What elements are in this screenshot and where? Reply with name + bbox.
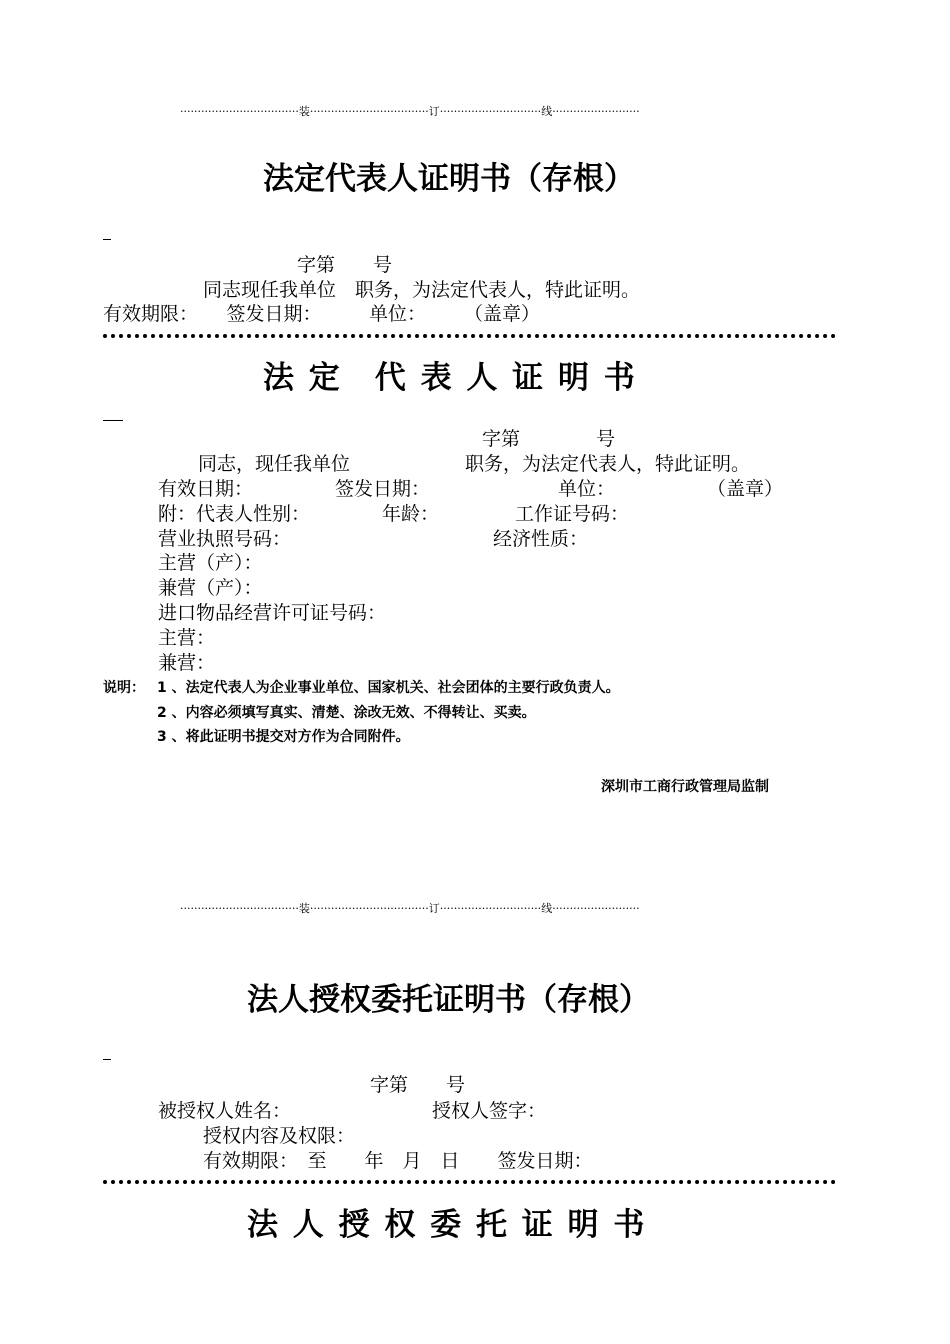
work-id-label: 工作证号码： [515,503,630,525]
stub-title-legal-rep: 法定代表人证明书（存根） [263,161,635,197]
binding-ding-2: 订 [428,902,440,915]
stub-sentence: 同志现任我单位 职务，为法定代表人，特此证明。 [203,279,641,301]
binding-zhuang-2: 装 [298,902,310,915]
auth-content-label: 授权内容及权限： [203,1125,356,1147]
binding-line-bottom: ··································装··································订·····························线························· [180,902,640,915]
supervisor-credit: 深圳市工商行政管理局监制 [601,779,769,795]
age-label: 年龄： [382,503,440,525]
sentence-left: 同志，现任我单位 [198,453,351,475]
side-label: 兼营： [158,652,216,674]
econ-nature-label: 经济性质： [493,528,589,550]
binding-xian-2: 线 [541,902,553,915]
main-business-label: 主营（产）： [158,552,263,574]
stub-ref-number: 字第 号 [297,254,393,276]
seal-label: （盖章） [707,478,784,500]
stub-blank-mark [103,239,111,240]
issue-date-label: 签发日期： [335,478,431,500]
valid-period-line: 有效期限： 至 年 月 日 签发日期： [203,1150,593,1172]
binding-ding: 订 [428,105,440,118]
note-3: 3 、将此证明书提交对方作为合同附件。 [157,729,410,745]
authorized-name-label: 被授权人姓名： [158,1100,292,1122]
ref-hao: 号 [596,428,616,450]
main-title-legal-rep: 法 定 代 表 人 证 明 书 [263,360,637,396]
dotted-separator-1 [103,334,836,338]
stub2-ref-number: 字第 号 [370,1074,466,1096]
main-title-authorization: 法 人 授 权 委 托 证 明 书 [247,1207,647,1243]
ref-zi-di: 字第 [482,428,521,450]
note-2: 2 、内容必须填写真实、清楚、涂改无效、不得转让、买卖。 [157,705,536,721]
main-label: 主营： [158,627,216,649]
notes-label: 说明： [103,680,145,696]
sentence-right: 职务，为法定代表人，特此证明。 [465,453,751,475]
import-permit-label: 进口物品经营许可证号码： [158,602,387,624]
note-1: 1 、法定代表人为企业事业单位、国家机关、社会团体的主要行政负责人。 [157,680,620,696]
attach-gender-label: 附：代表人性别： [158,503,311,525]
valid-date-label: 有效日期： [158,478,254,500]
unit-label: 单位： [558,478,616,500]
dotted-separator-2 [103,1180,836,1184]
stub2-blank-mark [103,1059,111,1060]
stub-title-authorization: 法人授权委托证明书（存根） [247,982,650,1018]
binding-line-top: ··································装··································订·····························线························· [180,105,640,118]
authorizer-sign-label: 授权人签字： [432,1100,547,1122]
side-business-label: 兼营（产）： [158,577,263,599]
license-no-label: 营业执照号码： [158,528,292,550]
stub-footer: 有效期限： 签发日期： 单位： （盖章） [103,303,541,325]
binding-zhuang: 装 [298,105,310,118]
main-blank-mark [103,420,123,421]
binding-xian: 线 [541,105,553,118]
